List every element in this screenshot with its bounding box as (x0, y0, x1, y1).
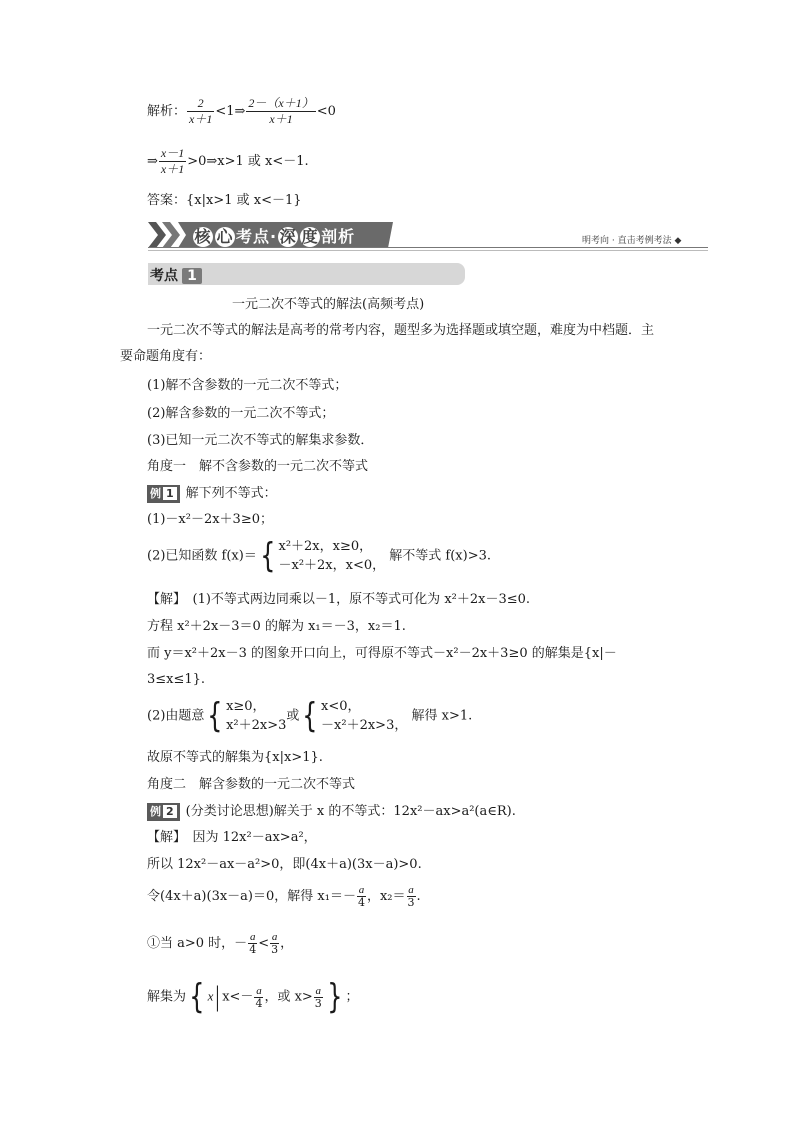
kaodian-number: 1 (182, 268, 202, 284)
solution-line (147, 977, 359, 1017)
solution-line: 所以 12x²－ax－a²>0，即(4x＋a)(3x－a)>0. (147, 857, 422, 872)
fraction (254, 985, 263, 1010)
right-brace: } (327, 977, 343, 1017)
denominator: 3 (271, 943, 279, 956)
divider (148, 250, 708, 251)
solution-text: 令(4x＋a)(3x－a)＝0，解得 x₁＝－ (147, 889, 356, 904)
denominator: x＋1 (189, 112, 213, 126)
example-tag-text: 例 (150, 805, 161, 818)
relation: <1⇒ (215, 104, 246, 119)
example-tag (147, 803, 180, 821)
analysis-line-2 (147, 146, 309, 177)
denominator: 4 (249, 943, 257, 956)
kaodian-label (150, 265, 202, 285)
set-variable: x (207, 988, 214, 1004)
solution-line: 【解】 因为 12x²－ax>a²， (147, 830, 317, 845)
angle-heading: 角度一 解不含参数的一元二次不等式 (147, 459, 369, 474)
fraction (314, 985, 323, 1010)
banner-char: 度 (301, 227, 319, 246)
case: －x²＋2x>3， (321, 718, 408, 733)
solution-line (147, 884, 421, 909)
list-item: (2)解含参数的一元二次不等式； (147, 406, 335, 421)
banner-char: 考点 (236, 227, 271, 246)
numerator: a (256, 984, 262, 997)
piecewise-cases (278, 537, 385, 575)
fraction (187, 96, 214, 127)
set-bar: | (215, 982, 221, 1012)
numerator: a (358, 884, 365, 896)
solution-text: 解得 x>1. (411, 708, 473, 724)
problem-text: (2)已知函数 f(x)＝ (147, 548, 257, 564)
fraction (248, 931, 257, 956)
banner-dot: · (270, 227, 278, 246)
banner-title (192, 224, 355, 247)
numerator: a (408, 884, 414, 896)
banner-char: 核 (194, 227, 212, 246)
solution-text: . (416, 889, 421, 904)
numerator: a (315, 984, 322, 997)
solution-line: 方程 x²＋2x－3＝0 的解为 x₁＝－3，x₂＝1. (147, 619, 406, 634)
angle-heading: 角度二 解含参数的一元二次不等式 (147, 777, 356, 792)
fraction (357, 884, 366, 909)
solution-text: ； (345, 989, 359, 1005)
example-number: 1 (163, 487, 177, 500)
solution-line: 【解】 (1)不等式两边同乘以－1，原不等式可化为 x²＋2x－3≤0. (147, 592, 531, 607)
example-2 (147, 803, 516, 821)
solution-text: ①当 a>0 时，－ (147, 936, 248, 951)
solution-text: ， (280, 936, 294, 951)
analysis-line (147, 96, 336, 127)
solution-text: ，或 x> (264, 989, 313, 1005)
solution-text: 解集为 (147, 989, 187, 1005)
denominator: 4 (255, 996, 263, 1010)
kaodian-text: 考点 (150, 268, 178, 284)
problem-part (147, 537, 491, 575)
example-number: 2 (163, 805, 177, 818)
banner-char: 剖析 (321, 227, 356, 246)
left-brace: { (207, 696, 223, 736)
denominator: 3 (314, 996, 322, 1010)
left-brace: { (302, 696, 318, 736)
case-system (321, 697, 407, 735)
or-text: 或 (286, 708, 300, 724)
left-brace: { (260, 536, 276, 576)
case: x≥0， (226, 699, 266, 714)
fraction (246, 96, 315, 127)
answer-line: 答案：{x|x>1 或 x<－1} (147, 193, 302, 208)
banner-subtitle: 明考向 · 直击考例考法 ◆ (582, 236, 682, 246)
fraction (159, 146, 186, 177)
example-tag-text: 例 (150, 487, 161, 500)
case: x<0， (321, 699, 361, 714)
solution-line (147, 931, 293, 956)
example-text: 解下列不等式： (185, 486, 277, 501)
solution-text: x<－ (222, 989, 254, 1005)
denominator: x＋1 (269, 112, 293, 126)
relation: < (258, 936, 270, 951)
list-item: (1)解不含参数的一元二次不等式； (147, 378, 348, 393)
solution-text: (2)由题意 (147, 708, 205, 724)
numerator: 2－（x＋1） (248, 96, 314, 110)
section-title: 一元二次不等式的解法(高频考点) (232, 297, 425, 312)
fraction (407, 884, 416, 909)
analysis-label: 解析： (147, 104, 187, 119)
example-tag (147, 485, 180, 503)
case: x²＋2x>3 (226, 718, 287, 733)
list-item: (3)已知一元二次不等式的解集求参数． (147, 433, 374, 448)
denominator: 3 (407, 896, 415, 909)
solution-line: 而 y＝x²＋2x－3 的图象开口向上，可得原不等式－x²－2x＋3≥0 的解集是{x|－ (147, 646, 617, 661)
numerator: x－1 (160, 146, 185, 160)
denominator: 4 (357, 896, 365, 909)
denominator: x＋1 (160, 162, 185, 176)
case: －x²＋2x，x<0， (278, 558, 386, 573)
solution-line (147, 697, 472, 735)
banner-char: 深 (279, 227, 297, 246)
relation: <0 (316, 104, 336, 119)
example-1 (147, 485, 277, 503)
problem-part: (1)－x²－2x＋3≥0； (147, 512, 273, 527)
left-brace: { (189, 977, 205, 1017)
conclusion: >0⇒x>1 或 x<－1. (187, 154, 309, 169)
solution-line: 3≤x≤1}. (147, 672, 206, 687)
paragraph: 一元二次不等式的解法是高考的常考内容，题型多为选择题或填空题，难度为中档题．主 (147, 323, 655, 338)
divider (148, 247, 708, 248)
banner-char: 心 (216, 227, 234, 246)
paragraph: 要命题角度有： (120, 349, 212, 364)
implies-symbol: ⇒ (147, 154, 158, 169)
example-text: (分类讨论思想)解关于 x 的不等式：12x²－ax>a²(a∈R). (185, 804, 516, 819)
problem-text: 解不等式 f(x)>3. (389, 548, 491, 564)
case-system (226, 697, 286, 735)
numerator: a (271, 931, 278, 943)
fraction (270, 931, 279, 956)
numerator: 2 (187, 96, 214, 112)
solution-text: ，x₂＝ (366, 889, 406, 904)
case: x²＋2x，x≥0， (278, 539, 373, 554)
numerator: a (249, 931, 256, 943)
solution-line: 故原不等式的解集为{x|x>1}. (147, 750, 323, 765)
